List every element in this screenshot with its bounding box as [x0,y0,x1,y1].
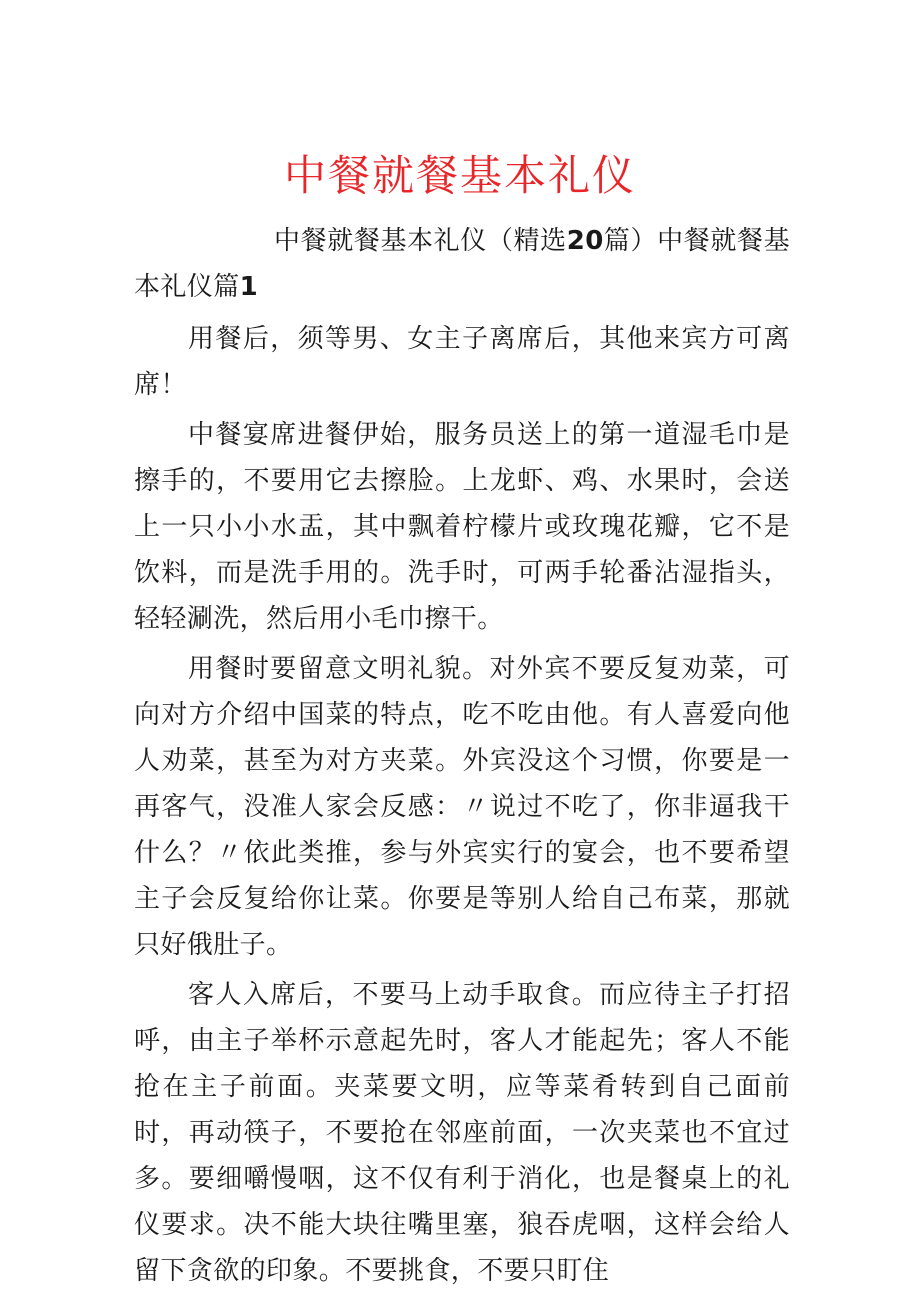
document-body [134,218,790,1298]
paragraph: 中餐宴席进餐伊始，服务员送上的第一道湿毛巾是擦手的，不要用它去擦脸。上龙虾、鸡、水果时，会送上一只小小水盂，其中飘着柠檬片或玫瑰花瓣，它不是饮料，而是洗手用的。洗手时，可两手轮番沾湿指头，轻轻涮洗，然后用小毛巾擦干。 [134,420,790,634]
paragraph: 客人入席后，不要马上动手取食。而应待主子打招呼，由主子举杯示意起先时，客人才能起先；客人不能抢在主子前面。夹菜要文明，应等菜肴转到自己面前时，再动筷子，不要抢在邻座前面，一次夹菜也不宜过多。要细嚼慢咽，这不仅有利于消化，也是餐桌上的礼仪要求。决不能大块往嘴里塞，狼吞虎咽，这样会给人留下贪欲的印象。不要挑食，不要只盯住 [134,980,790,1286]
subtitle-number-2: 1 [239,272,259,302]
paragraph: 用餐时要留意文明礼貌。对外宾不要反复劝菜，可向对方介绍中国菜的特点，吃不吃由他。有人喜爱向他人劝菜，甚至为对方夹菜。外宾没这个习惯，你要是一再客气，没准人家会反感：〃说过不吃了，你非逼我干什么？〃依此类推，参与外宾实行的宴会，也不要希望主子会反复给你让菜。你要是等别人给自己布菜，那就只好俄肚子。 [134,654,790,960]
subtitle-text-1: 中餐就餐基本礼仪（精选 [274,226,567,256]
subtitle-text-2: 篇）中餐就餐基本礼仪篇 [134,226,790,302]
paragraph: 用餐后，须等男、女主子离席后，其他来宾方可离席！ [134,324,790,400]
document-title: 中餐就餐基本礼仪 [283,151,636,200]
document-subtitle [134,218,790,310]
subtitle-number-1: 20 [566,226,604,256]
